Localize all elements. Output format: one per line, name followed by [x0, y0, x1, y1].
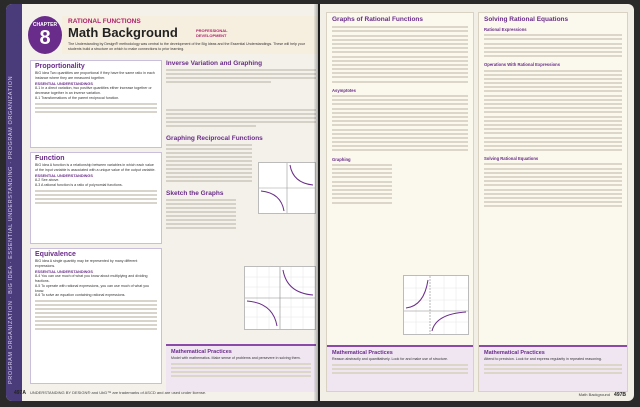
mp-title: Mathematical Practices [484, 350, 545, 356]
mathematical-practices-box [166, 344, 316, 392]
big-idea-text: BIG idea A single quantity may be represented by many different expressions. [35, 259, 138, 268]
box-title: Function [35, 155, 65, 162]
intro-text: The Understanding by Design® methodology was central to the development of the Big Ideas and the Essential Understandings. These will help your students build a structure on which to make connections to prior learning. [68, 42, 305, 51]
equivalence-box [30, 248, 162, 384]
understanding-item: 8-4 You can use much of what you know about multiplying and dividing fractions. [35, 274, 148, 284]
text-lines [479, 163, 627, 207]
text-lines [479, 70, 627, 152]
text-lines [327, 95, 473, 151]
chapter-number: 8 [39, 27, 51, 49]
big-idea-text: BIG idea Two quantities are proportional if they have the same ratio in each instance where they are measured together. [35, 71, 155, 80]
text-lines [479, 364, 627, 374]
section-heading: Sketch the Graphs [166, 190, 224, 197]
sub-heading: Rational Expressions [484, 27, 527, 32]
chapter-label: CHAPTER [32, 22, 58, 28]
reciprocal-graph [258, 162, 316, 214]
understanding-item: 8-1 In a direct variation, two positive quantities either increase together or decrease together in an inverse variation. [35, 86, 152, 96]
sub-heading: Solving Rational Equations [484, 156, 539, 162]
essential-understandings-label: ESSENTIAL UNDERSTANDINGS [35, 270, 93, 275]
sub-heading: Graphing [332, 156, 351, 162]
chapter-subject: RATIONAL FUNCTIONS [68, 18, 141, 25]
text-lines [31, 190, 161, 204]
page-number: 497A [14, 390, 26, 396]
chapter-badge [28, 16, 62, 54]
solving-column [478, 12, 628, 392]
right-page [320, 4, 634, 401]
mp-title: Mathematical Practices [332, 350, 393, 356]
text-lines [166, 199, 236, 229]
box-title: Equivalence [35, 251, 76, 258]
left-page [6, 4, 318, 401]
essential-understandings-label: ESSENTIAL UNDERSTANDINGS [35, 174, 93, 179]
text-lines [166, 69, 316, 83]
big-idea-text: BIG idea A function is a relationship between variables in which each value of the input variable is associated with a unique value of the output variable. [35, 163, 156, 172]
proportionality-box [30, 60, 162, 148]
understanding-item: 8-5 To operate with rational expressions, you can use much of what you know. [35, 283, 149, 293]
section-heading: Inverse Variation and Graphing [166, 60, 263, 67]
understanding-item: 8-3 A rational function is a ratio of polynomial functions. [35, 183, 123, 188]
section-heading: Graphs of Rational Functions [332, 16, 424, 23]
text-lines [166, 363, 316, 378]
mp-title: Mathematical Practices [171, 349, 232, 355]
sub-heading: Operations With Rational Expressions [484, 62, 561, 68]
mp-text: Model with mathematics. Make sense of problems and persevere in solving them. [171, 356, 301, 360]
mp-text: Reason abstractly and quantitatively. Look for and make use of structure. [332, 357, 448, 361]
rational-graph [404, 276, 468, 334]
graphs-column [326, 12, 474, 392]
text-lines [479, 34, 627, 57]
page-title: Math Background [68, 25, 178, 40]
spine-text: PROGRAM ORGANIZATION · BIG IDEA · ESSENTIAL UNDERSTANDING · PROGRAM ORGANIZATION [8, 75, 14, 384]
footer-note: UNDERSTANDING BY DESIGN® and UbD™ are trademarks of ASCD and are used under license. [30, 390, 207, 395]
function-box [30, 152, 162, 244]
rational-function-graph [403, 275, 469, 335]
text-lines [31, 300, 161, 330]
page-number: 497B [614, 392, 626, 398]
mathematical-practices-box [479, 345, 627, 391]
box-title: Proportionality [35, 63, 85, 70]
section-heading: Graphing Reciprocal Functions [166, 135, 263, 142]
mathematical-practices-box [327, 345, 473, 391]
text-lines [327, 26, 473, 82]
section-heading: Solving Rational Equations [484, 16, 569, 23]
text-lines [166, 144, 252, 182]
professional-development-label: PROFESSIONAL DEVELOPMENT [196, 28, 228, 38]
understanding-item: 8-2 See above. [35, 178, 60, 183]
text-lines [31, 103, 161, 113]
hyperbola-graph [259, 163, 315, 213]
mp-text: Attend to precision. Look for and express regularity in repeated reasoning. [484, 357, 602, 361]
essential-understandings-label: ESSENTIAL UNDERSTANDINGS [35, 82, 93, 87]
transformed-hyperbola-graph [245, 267, 315, 329]
sketch-graph [244, 266, 316, 330]
sub-heading: Asymptotes [332, 87, 356, 93]
text-lines [166, 109, 316, 127]
text-lines [327, 164, 397, 204]
footer-title: Math Background [578, 392, 610, 397]
spine-band [6, 4, 22, 401]
understanding-item: 8-6 To solve an equation containing rational expressions. [35, 293, 126, 298]
understanding-item: 8-1 Transformations of the parent reciprocal function. [35, 95, 120, 100]
text-lines [327, 364, 473, 374]
